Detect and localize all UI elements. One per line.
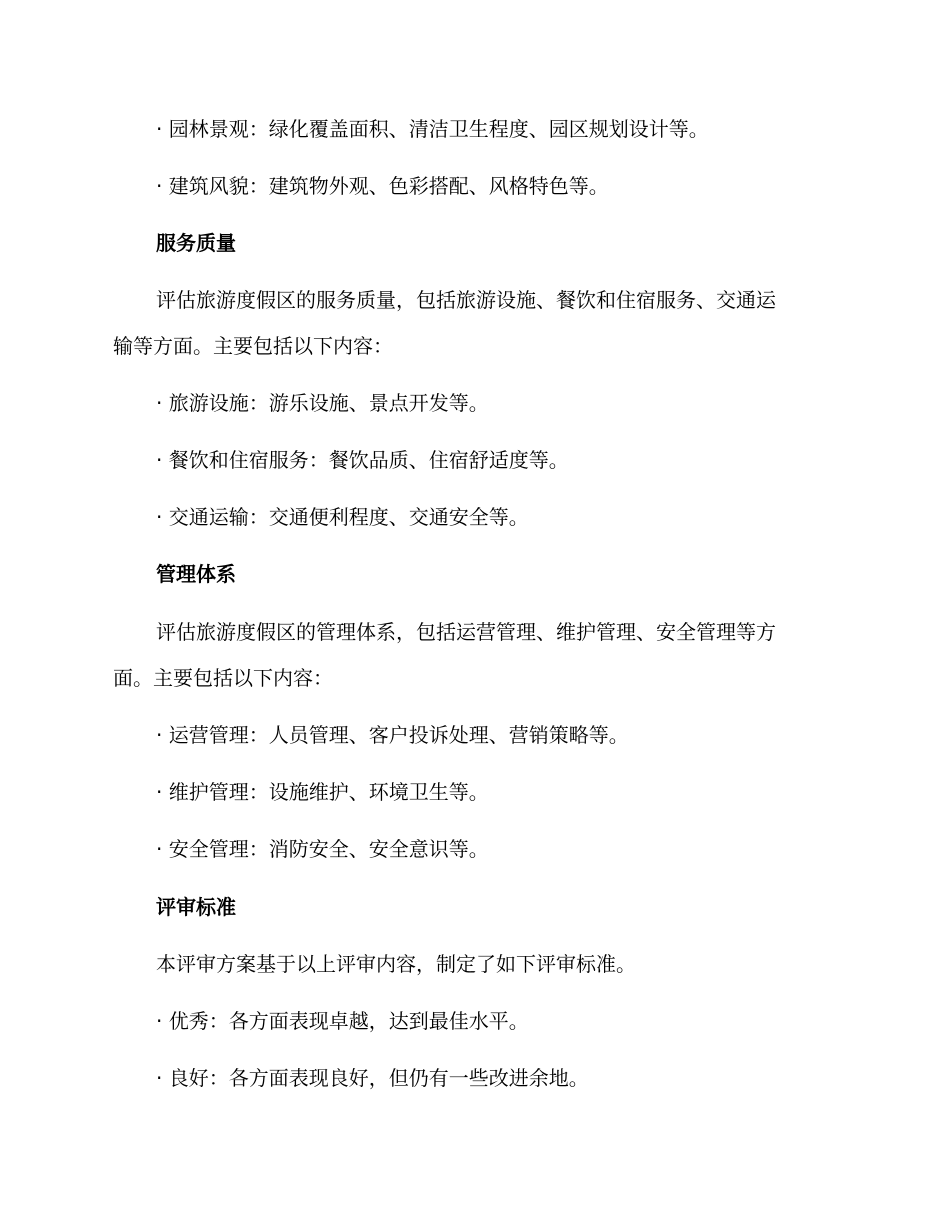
management-paragraph-line-1: 评估旅游度假区的管理体系，包括运营管理、维护管理、安全管理等方 bbox=[156, 620, 776, 644]
bullet-good: · 良好：各方面表现良好，但仍有一些改进余地。 bbox=[156, 1066, 589, 1090]
bullet-facilities: · 旅游设施：游乐设施、景点开发等。 bbox=[156, 391, 489, 415]
bullet-architecture: · 建筑风貌：建筑物外观、色彩搭配、风格特色等。 bbox=[156, 174, 609, 198]
service-paragraph-line-1: 评估旅游度假区的服务质量，包括旅游设施、餐饮和住宿服务、交通运 bbox=[156, 288, 776, 312]
bullet-dining-lodging: · 餐饮和住宿服务：餐饮品质、住宿舒适度等。 bbox=[156, 448, 569, 472]
service-paragraph-line-2: 输等方面。主要包括以下内容： bbox=[113, 334, 393, 358]
bullet-maintenance: · 维护管理：设施维护、环境卫生等。 bbox=[156, 780, 489, 804]
bullet-transport: · 交通运输：交通便利程度、交通安全等。 bbox=[156, 505, 529, 529]
heading-management-system: 管理体系 bbox=[156, 562, 236, 586]
management-paragraph-line-2: 面。主要包括以下内容： bbox=[113, 666, 333, 690]
bullet-excellent: · 优秀：各方面表现卓越，达到最佳水平。 bbox=[156, 1009, 529, 1033]
heading-service-quality: 服务质量 bbox=[156, 231, 236, 255]
bullet-landscape: · 园林景观：绿化覆盖面积、清洁卫生程度、园区规划设计等。 bbox=[156, 117, 709, 141]
criteria-intro: 本评审方案基于以上评审内容，制定了如下评审标准。 bbox=[156, 952, 636, 976]
bullet-safety: · 安全管理：消防安全、安全意识等。 bbox=[156, 837, 489, 861]
bullet-operations: · 运营管理：人员管理、客户投诉处理、营销策略等。 bbox=[156, 723, 629, 747]
heading-review-criteria: 评审标准 bbox=[156, 895, 236, 919]
